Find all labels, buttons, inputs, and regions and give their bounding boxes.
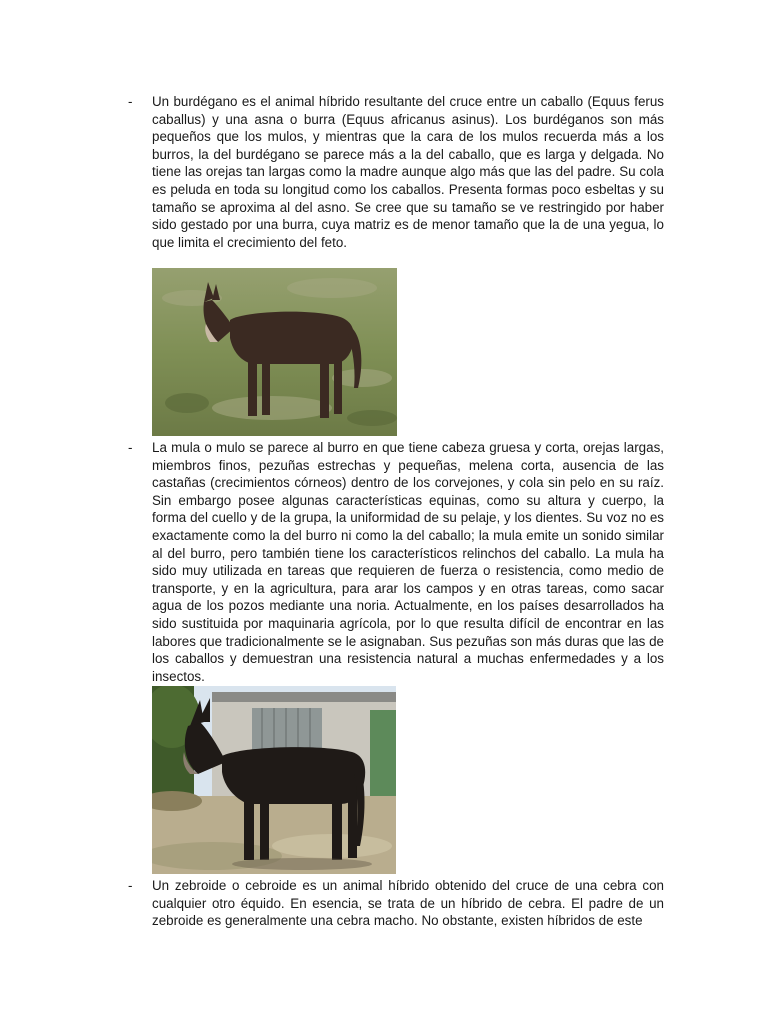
list-item-burdegano xyxy=(128,93,664,263)
list-bullet: - xyxy=(128,94,133,109)
list-item-zebroide xyxy=(128,877,664,937)
paragraph-burdegano: Un burdégano es el animal híbrido resultante del cruce entre un caballo (Equus ferus caballus) y una asna o burra (Equus africanus asinus). Los burdéganos son más pequeños que los mulos, y mientras que la cara de los mulos recuerda más a los burros, la del burdégano se parece más a la del caballo, que es larga y delgada. No tiene las orejas tan largas como la madre aunque algo más que las del padre. Su cola es peluda en toda su longitud como los caballos. Presenta formas poco esbeltas y su tamaño se aproxima al del asno. Se cree que su tamaño se ve restringido por haber sido gestado por una burra, cuya matriz es de menor tamaño que la de una yegua, lo que limita el crecimiento del feto. xyxy=(152,94,664,250)
burdegano-photo xyxy=(152,268,397,436)
paragraph-mula: La mula o mulo se parece al burro en que tiene cabeza gruesa y corta, orejas largas, miembros finos, pezuñas estrechas y pequeñas, melena corta, ausencia de las castañas (crecimientos córneos) dentro de los corvejones, y cola sin pelo en su raíz. Sin embargo posee algunas características equinas, como su altura y cuerpo, la forma del cuello y de la grupa, la uniformidad de su pelaje, y los dientes. Su voz no es exactamente como la del burro ni como la del caballo; la mula emite un sonido similar al del burro, pero también tiene los característicos relinchos del caballo. La mula ha sido muy utilizada en tareas que requieren de fuerza o resistencia, como medio de transporte, y en la agricultura, para arar los campos y en otras tareas, como sacar agua de los pozos mediante una noria. Actualmente, en los países desarrollados ha sido sustituida por maquinaria agrícola, por lo que resulta difícil de encontrar en las labores que tradicionalmente se le asignaban. Sus pezuñas son más duras que las de los caballos y demuestran una resistencia natural a muchas enfermedades y a los insectos. xyxy=(152,440,664,684)
list-item-mula xyxy=(128,439,664,689)
paragraph-zebroide: Un zebroide o cebroide es un animal híbrido obtenido del cruce de una cebra con cualquier otro équido. En esencia, se trata de un híbrido de cebra. El padre de un zebroide es generalmente una cebra macho. No obstante, existen híbridos de este xyxy=(152,878,664,929)
mule-photo xyxy=(152,686,396,874)
list-bullet: - xyxy=(128,440,133,455)
list-bullet: - xyxy=(128,878,133,893)
